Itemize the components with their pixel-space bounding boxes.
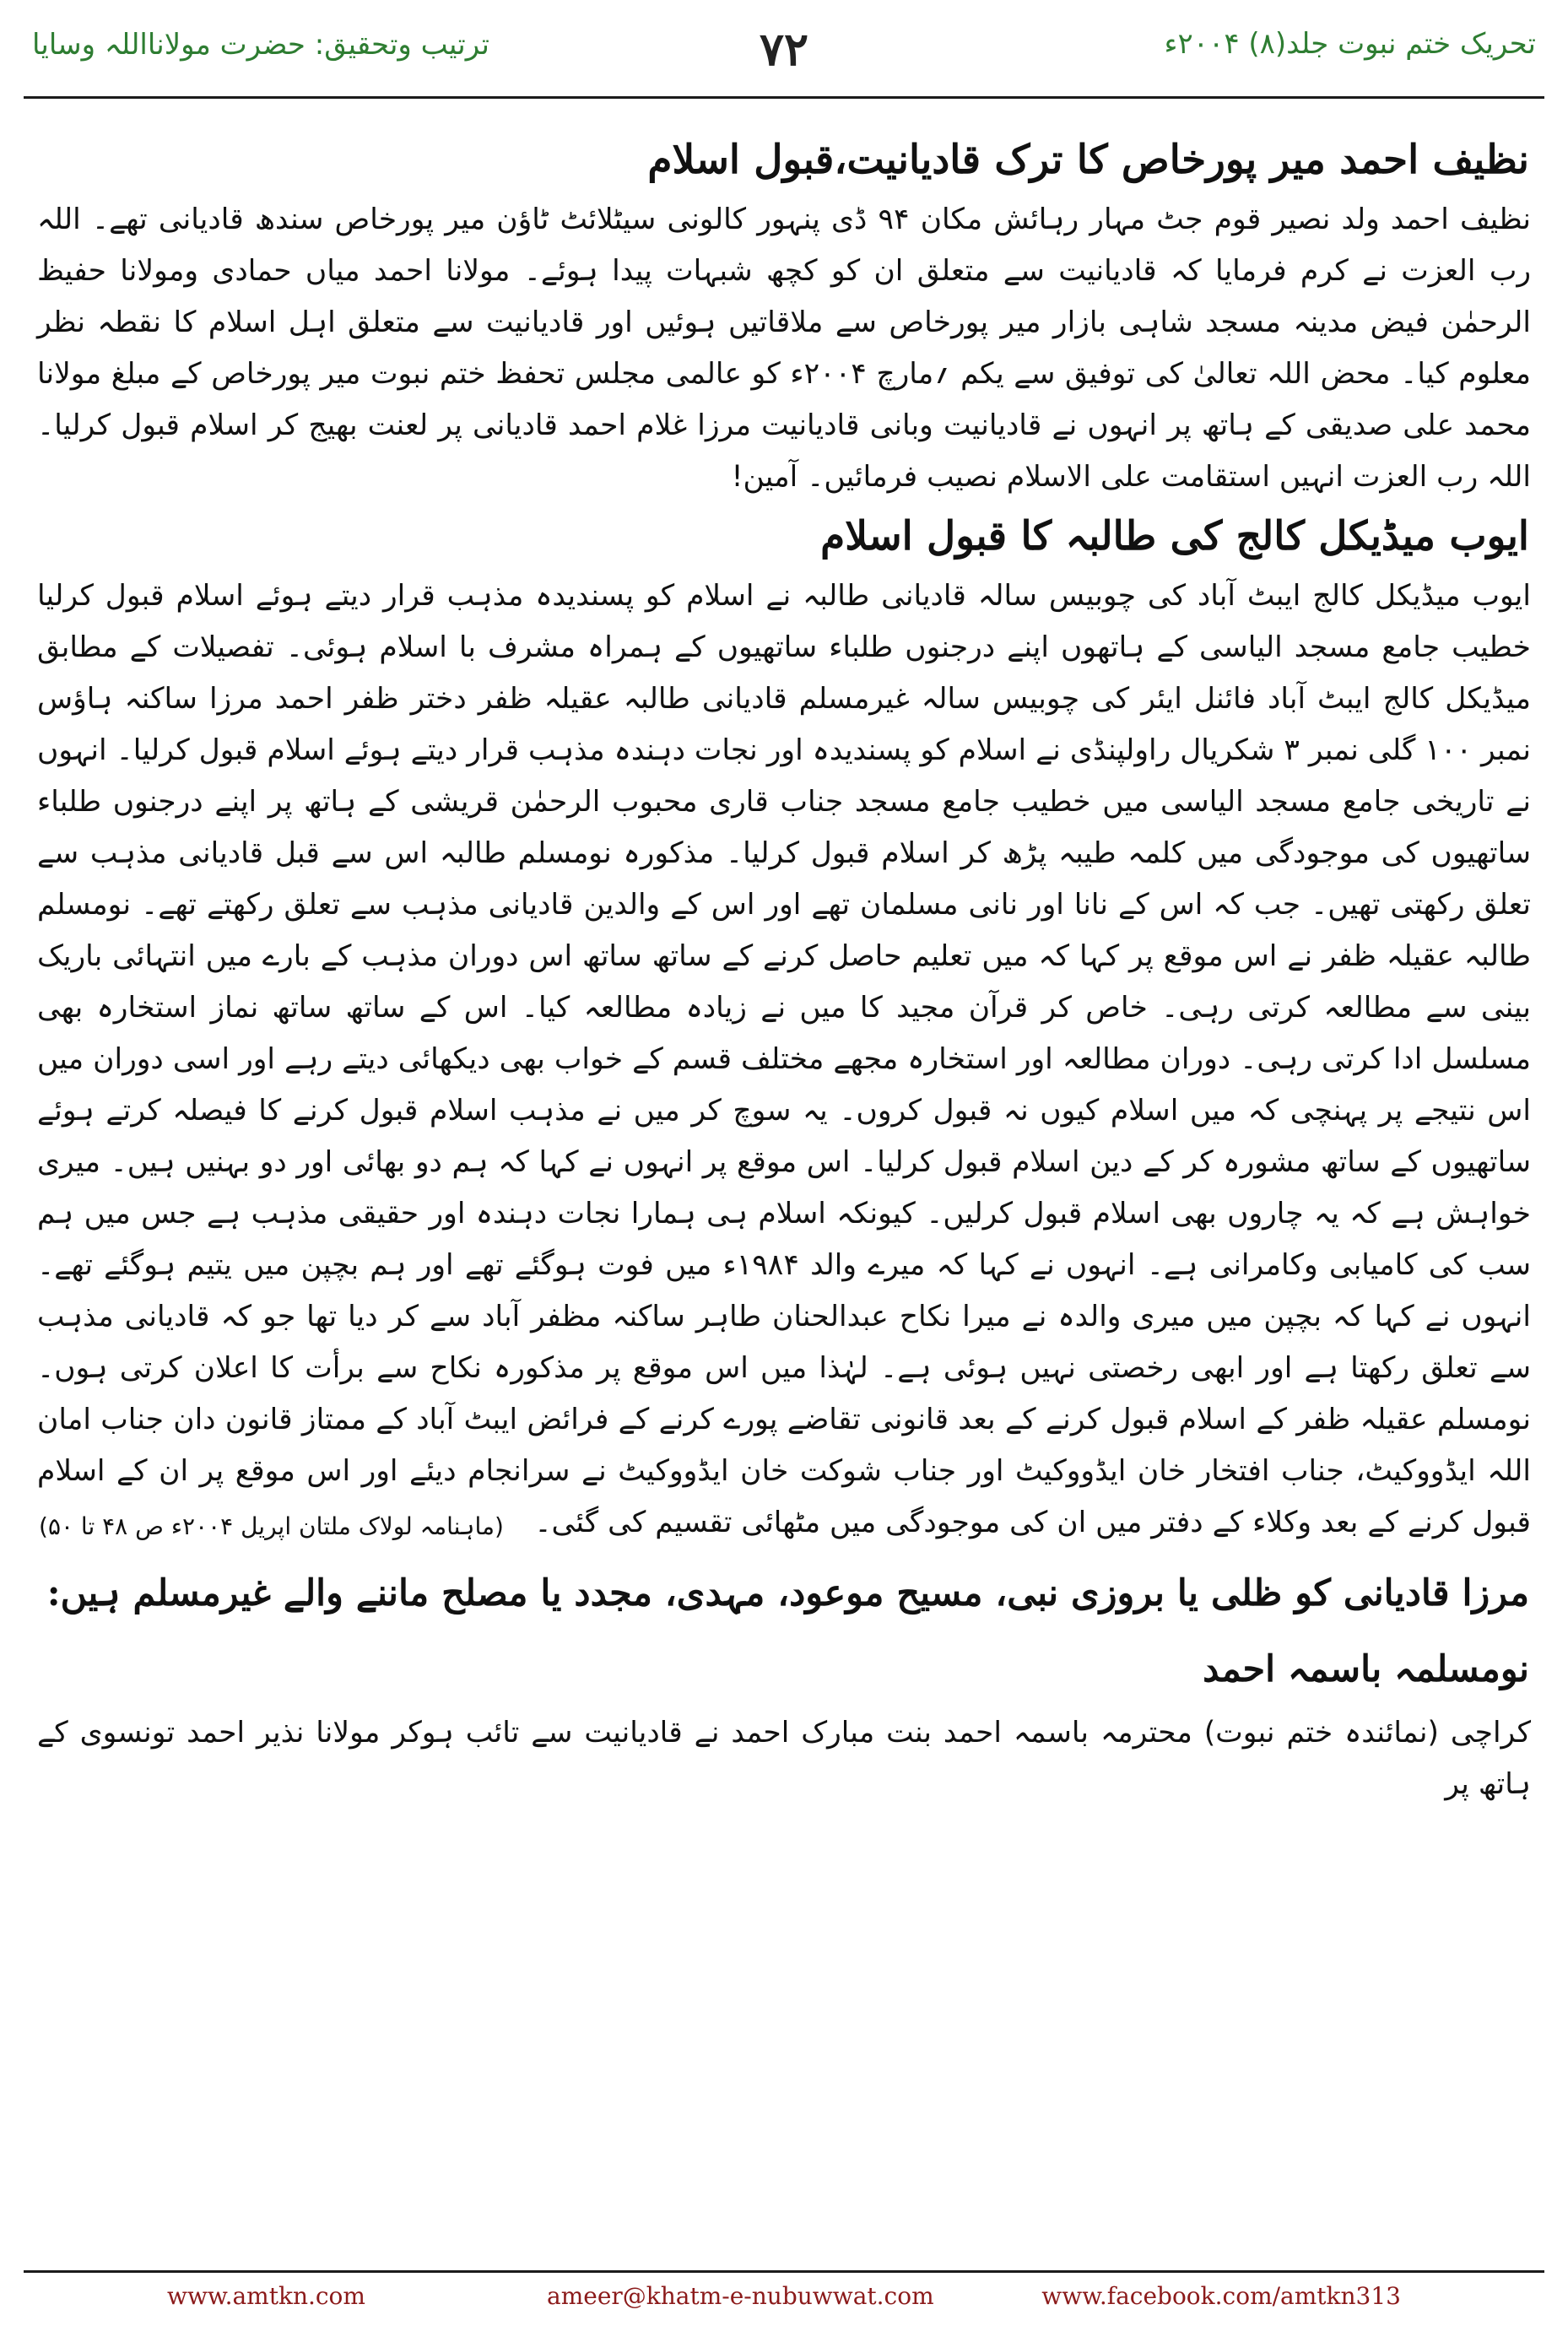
compiler-credit: ترتیب وتحقیق: حضرت مولانااللہ وسایا xyxy=(32,28,489,62)
website-link[interactable]: www.amtkn.com xyxy=(167,2282,365,2310)
page-number: ۷۲ xyxy=(759,22,808,76)
section-1-heading: نظیف احمد میر پورخاص کا ترک قادیانیت،قبول اسلام xyxy=(647,137,1529,183)
book-title: تحریک ختم نبوت جلد(۸) ۲۰۰۴ء xyxy=(1164,27,1536,61)
footer-divider xyxy=(24,2270,1544,2273)
section-2-source: (ماہنامہ لولاک ملتان اپریل ۲۰۰۴ء ص ۴۸ تا ۵۰) xyxy=(39,1512,504,1540)
article-body xyxy=(34,127,1534,2253)
email-link[interactable]: ameer@khatm-e-nubuwwat.com xyxy=(547,2282,934,2310)
page-footer xyxy=(24,2270,1544,2329)
section-2-text: ایوب میڈیکل کالج ایبٹ آباد کی چوبیس سالہ قادیانی طالبہ نے اسلام کو پسندیدہ مذہب قرار دیتے ہوئے اسلام قبول کرلیا خطیب جامع مسجد الیاسی کے ہاتھوں اپنے درجنوں طلباء ساتھیوں کے ہمراہ مشرف با اسلام ہوئی۔ تفصیلات کے مطابق میڈیکل کالج ایبٹ آباد فائنل ایئر کی چوبیس سالہ غیرمسلم قادیانی طالبہ عقیلہ ظفر دختر ظفر احمد مرزا ساکنہ ہاؤس نمبر ۱۰۰ گلی نمبر ۳ شکریال راولپنڈی نے اسلام کو پسندیدہ اور نجات دہندہ مذہب قرار دیتے ہوئے اسلام قبول کرلیا۔ انہوں نے تاریخی جامع مسجد الیاسی میں خطیب جامع مسجد جناب قاری محبوب الرحمٰن قریشی کے ہاتھ پر اپنے درجنوں طلباء ساتھیوں کی موجودگی میں کلمہ طیبہ پڑھ کر اسلام قبول کرلیا۔ مذکورہ نومسلم طالبہ اس سے قبل قادیانی مذہب سے تعلق رکھتی تھیں۔ جب کہ اس کے نانا اور نانی مسلمان تھے اور اس کے والدین قادیانی مذہب سے تعلق رکھتے تھے۔ نومسلم طالبہ عقیلہ ظفر نے اس موقع پر کہا کہ میں تعلیم حاصل کرنے کے ساتھ ساتھ اس دوران مذہب کے بارے میں انتہائی باریک بینی سے مطالعہ کرتی رہی۔ خاص کر قرآن مجید کا میں نے زیادہ مطالعہ کیا۔ اس کے ساتھ ساتھ نماز استخارہ بھی مسلسل ادا کرتی رہی۔ دوران مطالعہ اور استخارہ مجھے مختلف قسم کے خواب بھی دیکھائی دیتے رہے اور اسی دوران میں اس نتیجے پر پہنچی کہ میں اسلام کیوں نہ قبول کروں۔ یہ سوچ کر میں نے مذہب اسلام قبول کرنے کا فیصلہ کرتے ہوئے ساتھیوں کے ساتھ مشورہ کر کے دین اسلام قبول کرلیا۔ اس موقع پر انہوں نے کہا کہ ہم دو بھائی اور دو بہنیں ہیں۔ میری خواہش ہے کہ یہ چاروں بھی اسلام قبول کرلیں۔ کیونکہ اسلام ہی ہمارا نجات دہندہ اور حقیقی مذہب ہے جس میں ہم سب کی کامیابی وکامرانی ہے۔ انہوں نے کہا کہ میرے والد ۱۹۸۴ء میں فوت ہوگئے تھے اور ہم بچپن میں یتیم ہوگئے تھے۔ انہوں نے کہا کہ بچپن میں میری والدہ نے میرا نکاح عبدالحنان طاہر ساکنہ مظفر آباد سے کر دیا تھا جو کہ قادیانی مذہب سے تعلق رکھتا ہے اور ابھی رخصتی نہیں ہوئی ہے۔ لہٰذا میں اس موقع پر مذکورہ نکاح سے برأت کا اعلان کرتی ہوں۔ نومسلم عقیلہ ظفر کے اسلام قبول کرنے کے بعد قانونی تقاضے پورے کرنے کے فرائض ایبٹ آباد کے ممتاز قانون دان جناب امان اللہ ایڈووکیٹ، جناب افتخار خان ایڈووکیٹ اور جناب شوکت خان ایڈووکیٹ نے سرانجام دیئے اور اس موقع پر ان کے اسلام قبول کرنے کے بعد وکلاء کے دفتر میں ان کی موجودگی میں مٹھائی تقسیم کی گئی۔ xyxy=(37,579,1531,1539)
section-3-text: کراچی (نمائندہ ختم نبوت) محترمہ باسمہ احمد بنت مبارک احمد نے قادیانیت سے تائب ہوکر مولانا نذیر احمد تونسوی کے ہاتھ پر xyxy=(37,1716,1531,1801)
page-header xyxy=(24,15,1544,110)
section-2-heading: ایوب میڈیکل کالج کی طالبہ کا قبول اسلام xyxy=(820,513,1529,560)
section-3-heading: مرزا قادیانی کو ظلی یا بروزی نبی، مسیح موعود، مہدی، مجدد یا مصلح ماننے والے غیرمسلم ہیں: نومسلمہ باسمہ احمد xyxy=(46,1572,1529,1690)
section-1-text: نظیف احمد ولد نصیر قوم جٹ مہار رہائش مکان ۹۴ ڈی پنہور کالونی سیٹلائٹ ٹاؤن میر پورخاص سندھ قادیانی تھے۔ اللہ رب العزت نے کرم فرمایا کہ قادیانیت سے متعلق ان کو کچھ شبہات پیدا ہوئے۔ مولانا احمد میاں حمادی ومولانا حفیظ الرحمٰن فیض مدینہ مسجد شاہی بازار میر پورخاص سے ملاقاتیں ہوئیں اور قادیانیت سے متعلق اہل اسلام کا نقطہ نظر معلوم کیا۔ محض اللہ تعالیٰ کی توفیق سے یکم ؍مارچ ۲۰۰۴ء کو عالمی مجلس تحفظ ختم نبوت میر پورخاص کے مبلغ مولانا محمد علی صدیقی کے ہاتھ پر انہوں نے قادیانیت وبانی قادیانیت مرزا غلام احمد قادیانی پر لعنت بھیج کر اسلام قبول کرلیا۔ اللہ رب العزت انہیں استقامت علی الاسلام نصیب فرمائیں۔ آمین! xyxy=(37,203,1531,494)
facebook-link[interactable]: www.facebook.com/amtkn313 xyxy=(1041,2282,1401,2310)
header-divider xyxy=(24,96,1544,99)
